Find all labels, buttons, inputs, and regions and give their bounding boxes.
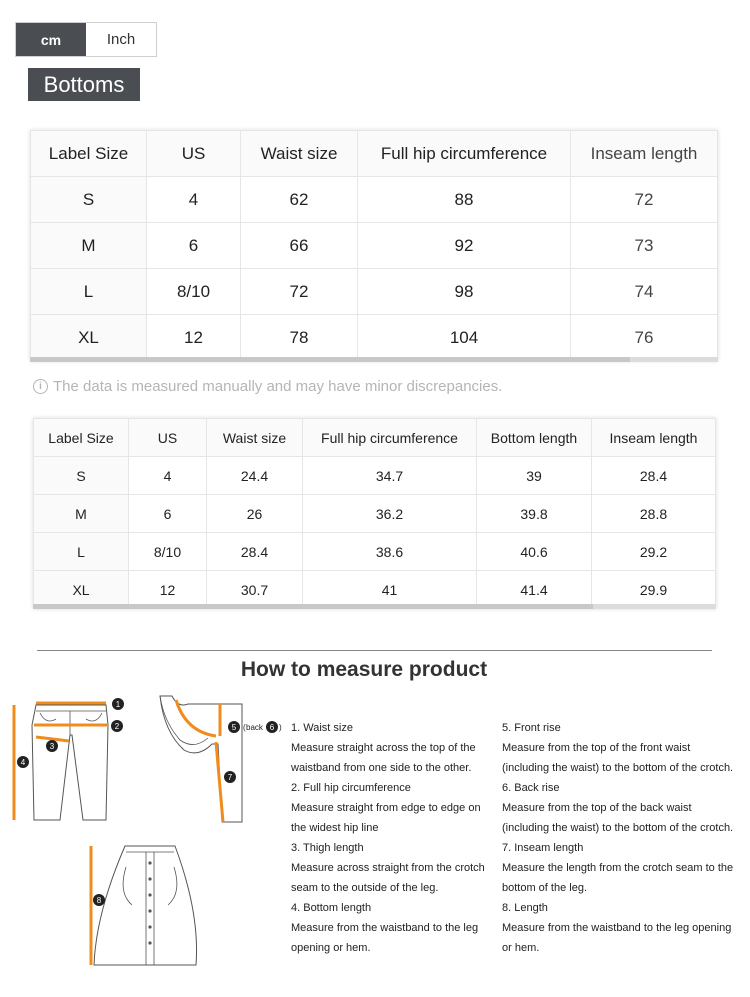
svg-text:7: 7 [227,773,233,782]
table-cell: 38.6 [303,533,477,571]
unit-cm-button[interactable]: cm [16,23,86,56]
table-cell: S [31,177,147,223]
instruction-line: or hem. [502,942,540,954]
table-cell: S [34,457,129,495]
table-cell: 30.7 [207,571,303,609]
table-cell: 12 [147,315,241,361]
table-cell: 4 [129,457,207,495]
instruction-line: 6. Back rise [502,782,560,794]
table-cell: M [34,495,129,533]
table-scrollbar[interactable] [30,357,718,362]
scrollbar-thumb[interactable] [33,604,593,609]
table-row [31,269,718,315]
table-cell: 28.8 [592,495,716,533]
table-cell: 36.2 [303,495,477,533]
instruction-line: 3. Thigh length [291,842,364,854]
table-row [34,457,716,495]
table-cell: 88 [358,177,571,223]
svg-text:8: 8 [96,896,102,905]
instruction-line: 4. Bottom length [291,902,372,914]
table-cell: 39.8 [477,495,592,533]
table-cell: 29.9 [592,571,716,609]
table-cell: L [31,269,147,315]
table-cell: 26 [207,495,303,533]
table-cell: 28.4 [592,457,716,495]
table-row [31,177,718,223]
marker-1 [112,698,124,710]
table-header-row [31,131,718,177]
table-cell: 66 [241,223,358,269]
table-cell: 72 [571,177,718,223]
instructions-left [291,718,499,958]
marker-3 [46,740,58,752]
header-cell: Waist size [241,131,358,177]
table-cell: 76 [571,315,718,361]
svg-text:2: 2 [114,722,120,731]
table-row [34,495,716,533]
marker-4 [17,756,29,768]
instruction-line: Measure from the top of the front waist [502,742,691,754]
header-cell: Bottom length [477,419,592,457]
table-cell: 92 [358,223,571,269]
instruction-line: opening or hem. [291,942,371,954]
back-label: back [246,723,263,732]
instruction-line: Measure from the waistband to the leg [291,922,479,934]
size-table-inch [33,418,716,609]
section-title: Bottoms [28,68,140,101]
header-cell: Full hip circumference [358,131,571,177]
instruction-line: seam to the outside of the leg. [291,882,439,894]
table-row [31,315,718,361]
table-cell: 29.2 [592,533,716,571]
table-cell: XL [34,571,129,609]
header-cell: US [147,131,241,177]
header-cell: US [129,419,207,457]
unit-inch-button[interactable]: Inch [86,23,156,56]
table-cell: 78 [241,315,358,361]
instruction-line: Measure straight across the top of the [291,742,476,754]
svg-text:6: 6 [269,723,275,732]
table-cell: 6 [129,495,207,533]
marker-5 [228,721,240,733]
table-scrollbar[interactable] [33,604,716,609]
marker-7 [224,771,236,783]
table-cell: 39 [477,457,592,495]
measure-title: How to measure product [240,658,488,681]
table-cell: 104 [358,315,571,361]
instruction-line: Measure the length from the crotch seam to the [502,862,734,874]
table-cell: 28.4 [207,533,303,571]
instructions-right [502,718,747,958]
table-row [31,223,718,269]
table-cell: 34.7 [303,457,477,495]
instruction-line: Measure from the top of the back waist [502,802,692,814]
header-cell: Inseam length [571,131,718,177]
svg-text:4: 4 [20,758,26,767]
marker-8 [93,894,105,906]
table-cell: 73 [571,223,718,269]
table-cell: 24.4 [207,457,303,495]
divider [37,650,712,651]
table-cell: L [34,533,129,571]
instruction-line: Measure across straight from the crotch [291,862,485,874]
instruction-line: (including the waist) to the bottom of the crotch. [502,822,734,834]
instruction-line: 7. Inseam length [502,842,584,854]
table-cell: XL [31,315,147,361]
table-row [34,533,716,571]
instruction-line: the widest hip line [291,822,379,834]
header-cell: Label Size [31,131,147,177]
table-header-row [34,419,716,457]
marker-2 [111,720,123,732]
scrollbar-thumb[interactable] [30,357,630,362]
pants-side-diagram [150,692,290,827]
header-cell: Waist size [207,419,303,457]
info-icon: i [33,379,48,394]
instruction-line: 8. Length [502,902,548,914]
svg-text:5: 5 [231,723,237,732]
skirt-diagram [88,843,213,968]
svg-text:(: ( [243,723,246,732]
table-cell: 4 [147,177,241,223]
table-cell: 8/10 [147,269,241,315]
table-cell: 40.6 [477,533,592,571]
instruction-line: waistband from one side to the other. [291,762,472,774]
instruction-line: Measure from the waistband to the leg opening [502,922,732,934]
instruction-line: 5. Front rise [502,722,561,734]
instruction-line: (including the waist) to the bottom of the crotch. [502,762,734,774]
disclaimer-text: The data is measured manually and may have minor discrepancies. [53,378,503,395]
svg-text:1: 1 [115,700,121,709]
table-cell: 98 [358,269,571,315]
table-cell: 6 [147,223,241,269]
table-row [34,571,716,609]
svg-text:): ) [279,723,282,732]
header-cell: Inseam length [592,419,716,457]
table-cell: 62 [241,177,358,223]
unit-toggle[interactable] [15,22,157,57]
table-cell: 74 [571,269,718,315]
header-cell: Full hip circumference [303,419,477,457]
table-cell: M [31,223,147,269]
table-cell: 41 [303,571,477,609]
size-table-cm [30,130,718,361]
instruction-line: Measure straight from edge to edge on [291,802,481,814]
svg-text:3: 3 [49,742,55,751]
table-cell: 12 [129,571,207,609]
instruction-line: bottom of the leg. [502,882,587,894]
instruction-line: 2. Full hip circumference [291,782,411,794]
table-cell: 8/10 [129,533,207,571]
table-cell: 41.4 [477,571,592,609]
instruction-line: 1. Waist size [291,722,353,734]
table-cell: 72 [241,269,358,315]
pants-front-diagram [10,695,130,825]
marker-6 [266,721,278,733]
disclaimer-note [33,378,502,395]
header-cell: Label Size [34,419,129,457]
